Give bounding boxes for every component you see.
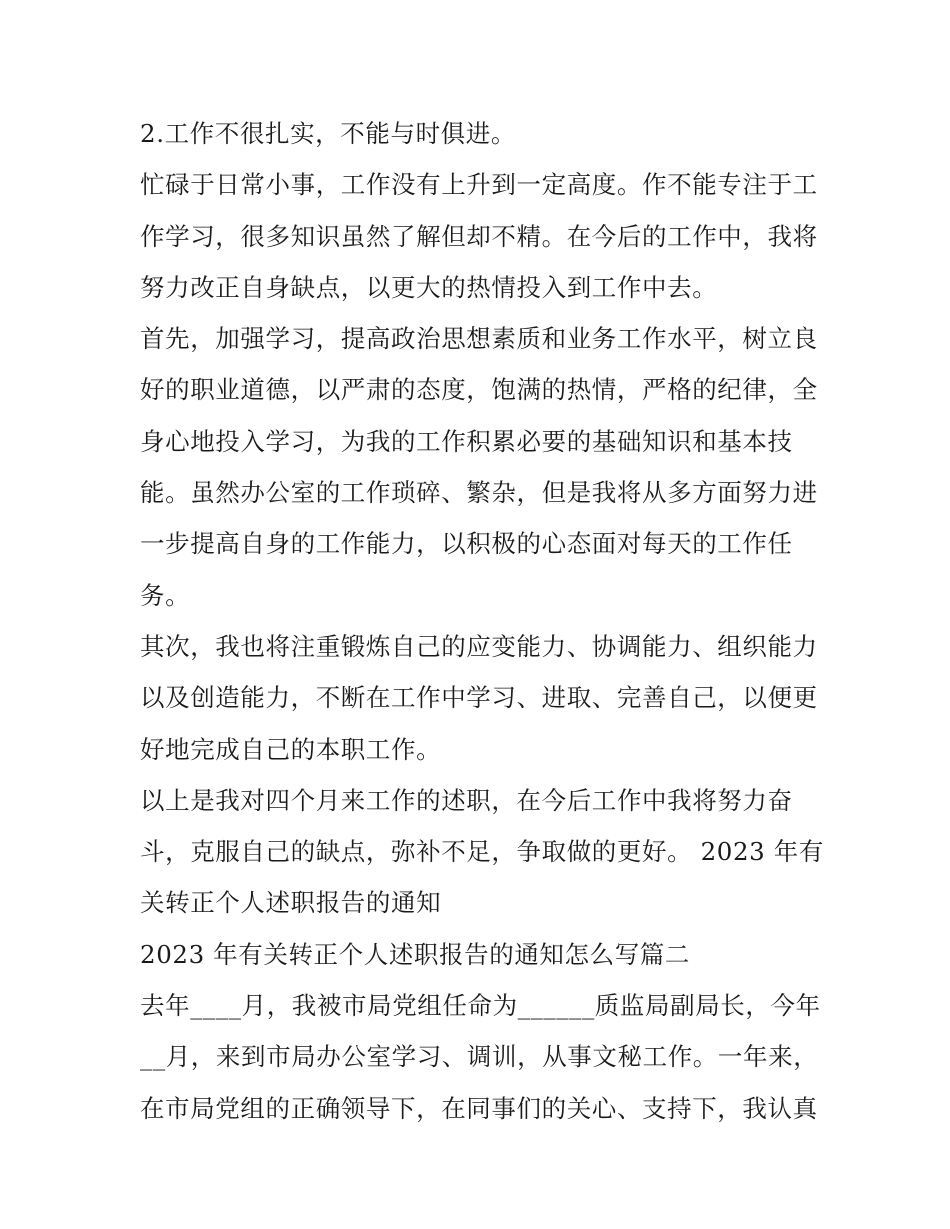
text-line: 务。 <box>140 580 191 610</box>
text-line: 在市局党组的正确领导下，在同事们的关心、支持下，我认真 <box>140 1093 818 1123</box>
text-line: 2023 年有关转正个人述职报告的通知怎么写篇二 <box>140 939 691 969</box>
document-body <box>140 108 824 1134</box>
text-line: 身心地投入学习，为我的工作积累必要的基础知识和基本技 <box>140 426 793 456</box>
text-line: 2.工作不很扎实，不能与时俱进。 <box>140 119 516 148</box>
text-line: 关转正个人述职报告的通知 <box>140 888 442 918</box>
text-line: 作学习，很多知识虽然了解但却不精。在今后的工作中，我将 <box>140 221 818 251</box>
text-line: 努力改正自身缺点，以更大的热情投入到工作中去。 <box>140 272 718 302</box>
text-line: 一步提高自身的工作能力，以积极的心态面对每天的工作任 <box>140 529 793 559</box>
text-line: 以上是我对四个月来工作的述职，在今后工作中我将努力奋 <box>140 785 793 815</box>
text-line: 其次，我也将注重锻炼自己的应变能力、协调能力、组织能力 <box>140 631 818 661</box>
text-line: 忙碌于日常小事，工作没有上升到一定高度。作不能专注于工 <box>140 170 818 200</box>
text-line: 好的职业道德，以严肃的态度，饱满的热情，严格的纪律，全 <box>140 375 818 405</box>
text-line: 首先，加强学习，提高政治思想素质和业务工作水平，树立良 <box>140 324 818 354</box>
text-line: 斗，克服自己的缺点，弥补不足，争取做的更好。 2023 年有 <box>140 837 824 867</box>
text-line: 去年____月，我被市局党组任命为______质监局副局长，今年 <box>140 991 821 1021</box>
text-line: 以及创造能力，不断在工作中学习、进取、完善自己，以便更 <box>140 683 818 713</box>
text-line: 能。虽然办公室的工作琐碎、繁杂，但是我将从多方面努力进 <box>140 478 818 508</box>
text-line: __月，来到市局办公室学习、调训，从事文秘工作。一年来， <box>140 1042 819 1072</box>
text-line: 好地完成自己的本职工作。 <box>140 734 442 764</box>
